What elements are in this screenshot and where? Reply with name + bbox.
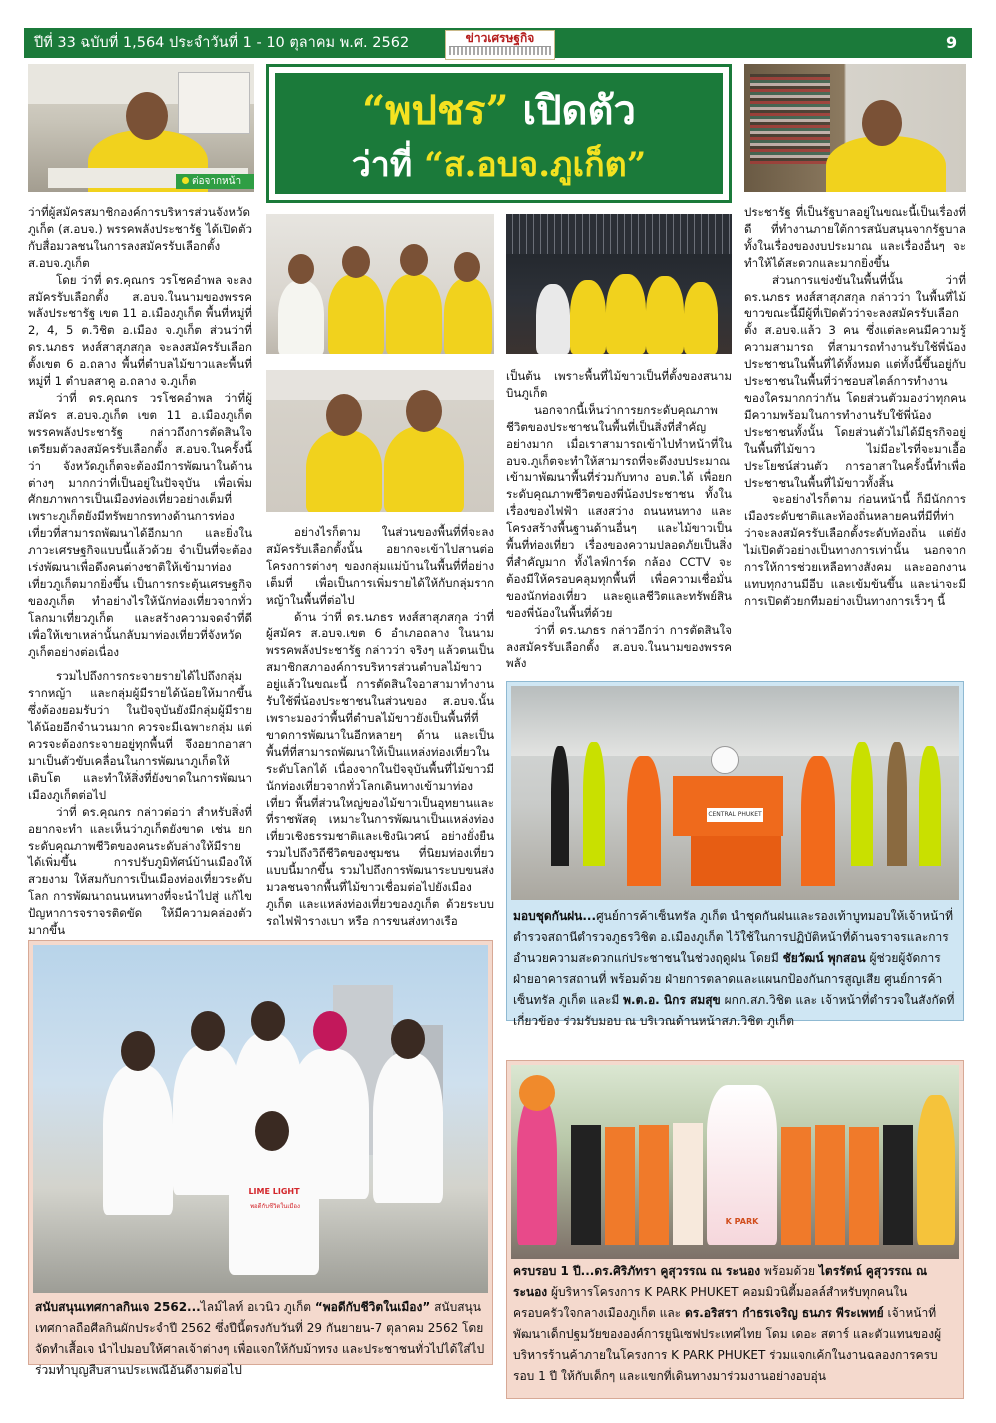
caption-quote: “พอดีกับชีวิตในเมือง” bbox=[314, 1300, 431, 1314]
col1-para: รวมไปถึงการกระจายรายได้ไปถึงกลุ่มรากหญ้า และกลุ่มผู้มีรายได้น้อยให้มากขึ้น ซึ่งต้องยอมรับว่า ในปัจจุบันยังมีกลุ่มผู้มีรายได้น้อยอีกจำนวนมาก ควรจะมีเฉพาะกลุ่ม แต่ควรจะต้องกระจายอยู่ทุกพื้นที่ จึงอยากอาสามาเป็นตัวขับเคลื่อนในการพัฒนาภูเก็ตให้เติบโต และทำให้สิ่งที่ยังขาดในการพัฒนาเมืองภูเก็ตต่อไป bbox=[28, 669, 252, 802]
headline-line-2 bbox=[275, 143, 723, 187]
col1-para: ว่าที่ ดร.คุณกร กล่าวต่อว่า สำหรับสิ่งที่อยากจะทำ และเห็นว่าภูเก็ตยังขาด เช่น ยกระดับคุณภาพชีวิตของคนระดับล่างให้มีรายได้เพิ่มขึ้น การปรับภูมิทัศน์บ้านเมืองให้สวยงาม ให้สมกับการเป็นเมืองท่องเที่ยวระดับโลก การพัฒนาถนนหนทางที่จะนำไปสู่ แก้ไขปัญหาการจราจรติดขัด ให้มีความคล่องตัวมากขึ้น bbox=[28, 804, 252, 938]
photo-group-night bbox=[506, 214, 732, 354]
headline-party: “พปชร” bbox=[362, 87, 509, 134]
issue-line: ปีที่ 33 ฉบับที่ 1,564 ประจำวันที่ 1 - 10 ตุลาคม พ.ศ. 2562 bbox=[34, 35, 410, 51]
shirt-slogan: พอดีกับชีวิตในเมือง bbox=[250, 1203, 300, 1210]
news-box-kpark-anniversary bbox=[506, 1060, 964, 1399]
photo-candidate-1 bbox=[28, 64, 254, 192]
article-column-3 bbox=[506, 368, 732, 672]
caption-text: ผกก.สภ.วิชิต และ เจ้าหน้าที่ตำรวจในสังกัดที่เกี่ยวข้อง ร่วมรับมอบ ณ บริเวณด้านหน้าสภ.วิชิต ภูเก็ต bbox=[513, 993, 955, 1028]
headline-position: “ส.อบจ.ภูเก็ต” bbox=[424, 145, 647, 185]
col2-para: อย่างไรก็ตาม ในส่วนของพื้นที่ที่จะลงสมัครรับเลือกตั้งนั้น อยากจะเข้าไปสานต่อโครงการต่างๆ ของกลุ่มแม่บ้านในพื้นที่ที่อย่างเต็มที่ เพื่อเป็นการเพิ่มรายได้ให้กับกลุ่มรากหญ้าในพื้นที่ต่อไป bbox=[266, 525, 494, 607]
caption-text: ไลม์ไลท์ อเวนิว ภูเก็ต bbox=[200, 1300, 312, 1314]
logo-text: ข่าวเศรษฐกิจ bbox=[465, 31, 535, 45]
caption-lead: ครบรอบ 1 ปี...ดร.ศิริภัทรา คูสุวรรณ ณ ระนอง bbox=[513, 1264, 761, 1278]
caption-name: ดร.อริสรา กำธรเจริญ ธนภร พีระเพทย์ bbox=[684, 1306, 884, 1320]
col1-para: ว่าที่ผู้สมัครสมาชิกองค์การบริหารส่วนจังหวัดภูเก็ต (ส.อบจ.) พรรคพลังประชารัฐ ได้เปิดตัวกับสื่อมวลชนในการลงสมัครรับเลือกตั้ง ส.อบจ.ภูเก็ต bbox=[28, 205, 252, 270]
caption-name: ชัยวัฒน์ พุกสอน bbox=[782, 951, 866, 965]
caption-vegetarian-festival bbox=[35, 1297, 487, 1381]
caption-text: เจ้าหน้าที่พัฒนาเด็กปฐมวัยขององค์การยูนิเซฟประเทศไทย โดม เดอะ สตาร์ และตัวแทนของผู้บริหารร้านค้าภายในโครงการ K PARK PHUKET ร่วมแจกเค้กในงานฉลองการครบรอบ 1 ปี ให้กับเด็กๆ และแขกที่เดินทางมาร่วมงานอย่างอบอุ่น bbox=[513, 1306, 942, 1383]
col3-para: นอกจากนี้เห็นว่าการยกระดับคุณภาพชีวิตของประชาชนในพื้นที่เป็นสิ่งที่สำคัญอย่างมาก เมื่อเราสามารถเข้าไปทำหน้าที่ในอบจ.ภูเก็ตจะทำให้สามารถที่จะดึงงบประมาณเข้ามาพัฒนาพื้นที่ร่วมกับทาง อบต.ได้ เพื่อยกระดับคุณภาพชีวิตของพี่น้องประชาชน ทั้งในเรื่องของไฟฟ้า แสงสว่าง ถนนหนทาง และโครงสร้างพื้นฐานด้านอื่นๆ และไม้ขาวเป็นพื้นที่ท่องเที่ยว เรื่องของความปลอดภัยเป็นสิ่งที่สำคัญมาก ทั้งไลฟ์การ์ด กล้อง CCTV จะต้องมีให้ครอบคลุมทุกพื้นที่ เพื่อความเชื่อมั่นของนักท่องเที่ยว และดูแลชีวิตและทรัพย์สินของพี่น้องในพื้นที่ด้วย bbox=[506, 402, 732, 620]
caption-lead: มอบชุดกันฝน... bbox=[513, 909, 597, 923]
col2-para: ด้าน ว่าที่ ดร.นภธร หงส์สาสุภสกุล ว่าที่ผู้สมัคร ส.อบจ.เขต 6 อำเภอถลาง ในนามพรรคพลังประชารัฐ กล่าวว่า จริงๆ แล้วตนเป็นสมาชิกสภาองค์การบริหารส่วนตำบลไม้ขาวอยู่แล้วในขณะนี้ การตัดสินใจอาสามาทำงานรับใช้พี่น้องประชาชนในส่วนของ ส.อบจ.นั้น เพราะมองว่าพื้นที่ตำบลไม้ขาวยังเป็นพื้นที่ที่ขาดการพัฒนาในอีกหลายๆ ด้าน และเป็นพื้นที่ที่สามารถพัฒนาให้เป็นแหล่งท่องเที่ยวในระดับโลกได้ เนื่องจากในปัจจุบันพื้นที่ไม้ขาวมีนักท่องเที่ยวจากทั่วโลกเดินทางเข้ามาท่องเที่ยว พื้นที่ส่วนใหญ่ของไม้ขาวเป็นอุทยานและที่ราชพัสดุ เหมาะในการพัฒนาเป็นแหล่งท่องเที่ยวเชิงธรรมชาติและเชิงนิเวศน์ อย่างยั่งยืน รวมไปถึงวิถีชีวิตของชุมชน ที่นิยมท่องเที่ยวแบบนี้มากขึ้น รวมไปถึงการพัฒนาระบบขนส่งมวลชนจากพื้นที่ไม้ขาวเชื่อมต่อไปยังเมืองภูเก็ต และแหล่งท่องเที่ยวของภูเก็ต ด้วยระบบรถไฟฟ้ารางเบา หรือ การขนส่งทางเรือ bbox=[266, 609, 494, 928]
page-number: 9 bbox=[946, 33, 958, 52]
article-column-2 bbox=[266, 524, 494, 930]
logo-underline bbox=[449, 46, 551, 55]
caption-name: ไตรรัตน์ คูสุวรรณ ณ ระนอง bbox=[513, 1264, 928, 1299]
bullet-dot bbox=[182, 177, 189, 184]
photo-two-candidates bbox=[266, 370, 494, 512]
caption-text: ผู้บริหารโครงการ K PARK PHUKET คอมมิวนิตี้มอลล์สำหรับทุกคนในครอบครัวใจกลางเมืองภูเก็ต และ bbox=[513, 1285, 908, 1320]
continued-text: ต่อจากหน้า 24 bbox=[182, 176, 242, 202]
caption-name: พ.ต.อ. นิกร สมสุข bbox=[623, 993, 721, 1007]
caption-kpark-anniversary bbox=[513, 1261, 957, 1387]
central-phuket-sign: CENTRAL PHUKET bbox=[707, 808, 763, 822]
caption-text: พร้อมด้วย bbox=[764, 1264, 816, 1278]
caption-text: สนับสนุนเทศกาลถือศีลกินผักประจำปี 2562 ซึ่งปีนี้ตรงกับวันที่ 29 กันยายน-7 ตุลาคม 2562 โดยจัดทำเสื้อเจ นำไปมอบให้ศาลเจ้าต่างๆ เพื่อแจกให้กับม้าทรง และประชาชนทั่วไปได้ใส่ไปร่วมทำบุญสืบสานประเพณีอันดีงามต่อไป bbox=[35, 1300, 485, 1377]
photo-handshake bbox=[266, 214, 494, 354]
col3-para: เป็นต้น เพราะพื้นที่ไม้ขาวเป็นที่ตั้งของสนามบินภูเก็ต bbox=[506, 369, 732, 400]
col4-para: ส่วนการแข่งขันในพื้นที่นั้น ว่าที่ ดร.นภธร หงส์สาสุภสกุล กล่าวว่า ในพื้นที่ไม้ขาวขณะนี้มีผู้ที่เปิดตัวว่าจะลงสมัครรับเลือกตั้ง ส.อบจ.แล้ว 3 คน ซึ่งแต่ละคนมีความรู้ ความสามารถ ที่สามารถทำงานรับใช้พี่น้อง ประชาชนในพื้นที่ได้ทั้งหมด แต่ทั้งนี้ขึ้นอยู่กับประชาชนในพื้นที่ว่าชอบสไตล์การทำงานของใครมากกว่ากัน โดยส่วนตัวมองว่าทุกคนมีความพร้อมในการทำงานรับใช้พี่น้องประชาชนทั้งนั้น โดยส่วนตัวไม่ได้มีธุรกิจอยู่ในพื้นที่ไม้ขาว ไม่มีอะไรที่จะมาเอื้อประโยชน์ส่วนตัว การอาสาในครั้งนี้ทำเพื่อประชาชนในพื้นที่ไม้ขาวทั้งสิ้น bbox=[744, 272, 966, 490]
photo-kpark-cake bbox=[511, 1065, 959, 1259]
caption-lead: สนับสนุนเทศกาลกินเจ 2562... bbox=[35, 1300, 201, 1314]
col1-para: ว่าที่ ดร.คุณกร วรโชคอำพล ว่าที่ผู้สมัคร ส.อบจ.ภูเก็ต เขต 11 อ.เมืองภูเก็ต พรรคพลังประชารัฐ กล่าวถึงการตัดสินใจเตรียมตัวลงสมัครรับเลือกตั้ง ส.อบจ.ในครั้งนี้ว่า จังหวัดภูเก็ตจะต้องมีการพัฒนาในด้านต่างๆ มากกว่าที่เป็นอยู่ในปัจจุบัน เพื่อเพิ่มศักยภาพการเป็นเมืองท่องเที่ยวอย่างเต็มที่ เพราะภูเก็ตยังมีทรัพยากรทางด้านการท่องเที่ยวที่สามารถพัฒนาได้อีกมาก และยิ่งในภาวะเศรษฐกิจแบบนี้แล้วด้วย จำเป็นที่จะต้องเร่งพัฒนาเพื่อดึงคนต่างชาติให้เข้ามาท่องเที่ยวภูเก็ตมากยิ่งขึ้น เป็นการกระตุ้นเศรษฐกิจของภูเก็ต ทำอย่างไรให้นักท่องเที่ยวจากทั่วโลกมาเที่ยวภูเก็ต และสร้างความจดจำที่ดี เพื่อให้เขาเหล่านั้นกลับมาท่องเที่ยวที่จังหวัดภูเก็ตอย่างต่อเนื่อง bbox=[28, 390, 252, 659]
photo-raincoat-handover bbox=[511, 686, 959, 900]
news-box-vegetarian-festival bbox=[28, 940, 493, 1377]
headline-line-1 bbox=[275, 87, 723, 135]
article-column-4 bbox=[744, 204, 966, 610]
col4-para: จะอย่างไรก็ตาม ก่อนหน้านี้ ก็มีนักการเมืองระดับชาติและท้องถิ่นหลายคนที่มีที่ท่าว่าจะลงสมัครรับเลือกตั้งระดับท้องถิ่น แต่ยังไม่เปิดตัวอย่างเป็นทางการเท่านั้น นอกจากการให้การช่วยเหลือทางสังคม และออกงานแทบทุกงานมีอีบ และเข้มข้นขึ้น และน่าจะมีการเปิดตัวยกทีมอย่างเป็นทางการเร็วๆ นี้ bbox=[744, 492, 966, 608]
shirt-logo: LIME LIGHT bbox=[248, 1187, 300, 1196]
headline-verb: เปิดตัว bbox=[522, 87, 636, 134]
photo-limelight-group bbox=[33, 945, 488, 1293]
headline-box bbox=[266, 64, 732, 203]
caption-text: ศูนย์การค้าเซ็นทรัล ภูเก็ต นำชุดกันฝนและรองเท้าบูทมอบให้เจ้าหน้าที่ตำรวจสถานีตำรวจภูธรวิชิต อ.เมืองภูเก็ต ไว้ใช้ในการปฏิบัติหน้าที่ด้านจราจรและการอำนวยความสะดวกแก่ประชาชนในช่วงฤดูฝน โดยมี bbox=[513, 909, 954, 965]
continued-from-badge bbox=[176, 174, 254, 202]
news-box-raincoat bbox=[506, 681, 964, 1028]
col4-para: ประชารัฐ ที่เป็นรัฐบาลอยู่ในขณะนี้เป็นเรื่องที่ดี ที่ทำงานภายใต้การสนับสนุนจากรัฐบาล ทั้งในเรื่องของงบประมาณ และเรื่องอื่นๆ จะทำให้ได้สะดวกและมากยิ่งขึ้น bbox=[744, 205, 966, 270]
col3-para: ว่าที่ ดร.นภธร กล่าวอีกว่า การตัดสินใจลงสมัครรับเลือกตั้ง ส.อบจ.ในนามของพรรคพลัง bbox=[506, 622, 732, 671]
headline-prefix: ว่าที่ bbox=[351, 145, 413, 185]
kpark-logo: K PARK bbox=[725, 1217, 759, 1226]
photo-candidate-2 bbox=[744, 64, 966, 192]
newspaper-logo bbox=[445, 30, 555, 60]
article-column-1 bbox=[28, 204, 252, 939]
caption-raincoat bbox=[513, 906, 957, 1032]
col1-para: โดย ว่าที่ ดร.คุณกร วรโชคอำพล จะลงสมัครรับเลือกตั้ง ส.อบจ.ในนามของพรรคพลังประชารัฐ เขต 11 อ.เมืองภูเก็ต พื้นที่หมู่ที่ 2, 4, 5 ต.วิชิต อ.เมือง จ.ภูเก็ต ส่วนว่าที่ ดร.นภธร หงส์สาสุภสกุล จะลงสมัครรับเลือกตั้งเขต 6 อ.ถลาง พื้นที่ตำบลไม้ขาวและพื้นที่หมู่ที่ 1 ตำบลสาคู อ.ถลาง จ.ภูเก็ต bbox=[28, 272, 252, 389]
caption-text: ผู้ช่วยผู้จัดการฝ่ายอาคารสถานที่ พร้อมด้วย ฝ่ายการตลาดและแผนกป้องกันการสูญเสีย ศูนย์การค้าเซ็นทรัล ภูเก็ต และมี bbox=[513, 951, 943, 1007]
headline-panel bbox=[275, 73, 723, 194]
